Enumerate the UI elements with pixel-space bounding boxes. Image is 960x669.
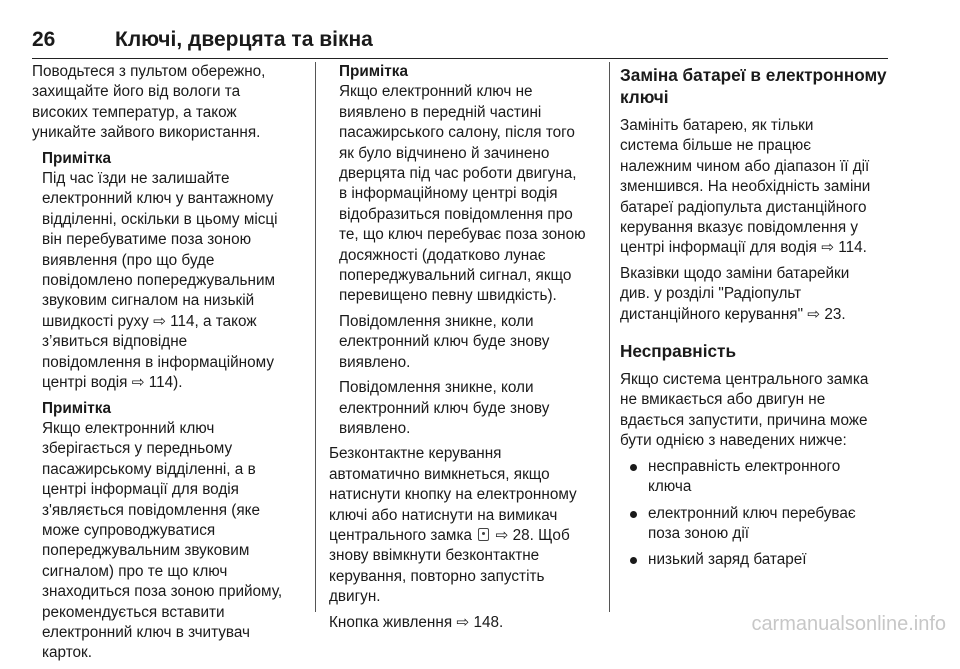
bullet-icon [630, 511, 637, 518]
page-ref-link[interactable]: 23. [824, 305, 846, 323]
paragraph: Повідомлення зникне, коли електронний ключ буде знову виявлено. [339, 312, 550, 371]
list-item: низький заряд батареї [620, 550, 900, 570]
note-1: Примітка Під час їзди не залишайте електронний ключ у вантажному відділенні, оскільки в цьому місці він перебуватиме поза зоною виявлення (про що буде повідомлено попереджувальним звуковим сигналом на низькій швидкості руху ⇨ 114, а також з’явиться відповідне повідомлення в інформаційному центрі водія ⇨ 114). [32, 149, 302, 394]
paragraph: Якщо система центрального замка не вмикається або двигун не вдається запустити, причина може бути однією з наведених нижче: [620, 371, 869, 450]
page-title: Ключі, дверцята та вікна [115, 28, 373, 51]
page-ref-link[interactable]: 114). [148, 374, 183, 392]
intro-paragraph: Поводьтеся з пультом обережно, захищайте його від вологи та високих температур, а також уникайте зайвого використання. [32, 63, 266, 142]
section-heading: Несправність [620, 341, 737, 362]
note-3: Примітка Якщо електронний ключ не виявлено в передній частині пасажирського салону, після того як було відчинено й зачинено дверцята під час роботи двигуна, в інформаційному центрі водія відобразиться повідомлення про те, що ключ перебуває поза зоною досяжності (додатково лунає попереджувальний сигнал, якщо перевищено певну швидкість). [329, 62, 599, 307]
note-2: Примітка Якщо електронний ключ зберігається у передньому пасажирському відділенні, а в центрі інформації для водія з'являється повідомлення (яке може супроводжуватися попереджувальним звуковим сигналом) про те що ключ знаходиться поза зоною прийому, рекомендується вставити електронний ключ в зчитувач карток. [32, 399, 302, 664]
column-2 [329, 62, 599, 638]
ref-arrow-icon: ⇨ [456, 613, 470, 631]
lock-icon [478, 528, 489, 541]
page-number: 26 [32, 28, 56, 51]
column-3 [620, 62, 900, 577]
ref-arrow-icon: ⇨ [807, 305, 821, 323]
bullet-icon [630, 464, 637, 471]
list-item: електронний ключ перебуває поза зоною дії [620, 504, 900, 545]
paragraph: Вказівки щодо заміни батарейки див. у розділі "Радіопульт дистанційного керування" ⇨ 23. [620, 264, 850, 323]
paragraph: Безконтактне керування автоматично вимкнеться, якщо натиснути кнопку на електронному ключі або натиснути на вимикач центрального замка ⇨ 28. Щоб знову ввімкнути безконтактне керування, повторно запустіть двигун. [329, 445, 577, 606]
column-divider [315, 62, 316, 612]
list-item: несправність електронного ключа [620, 457, 900, 498]
bullet-icon [630, 557, 637, 564]
page-header [32, 28, 888, 59]
note-title: Примітка [42, 149, 111, 167]
page-ref-link[interactable]: 148. [473, 613, 504, 631]
ref-arrow-icon: ⇨ [821, 239, 835, 257]
column-divider [609, 62, 610, 612]
note-title: Примітка [339, 63, 408, 80]
ref-arrow-icon: ⇨ [153, 312, 166, 330]
ref-arrow-icon: ⇨ [131, 374, 145, 392]
column-1 [32, 62, 302, 669]
page-ref-link[interactable]: 114. [838, 239, 867, 257]
paragraph: Кнопка живлення ⇨ 148. [329, 613, 504, 631]
page-ref-link[interactable]: 28. Щоб [512, 526, 570, 544]
ref-arrow-icon: ⇨ [495, 526, 509, 544]
watermark: carmanualsonline.info [751, 613, 946, 635]
paragraph: Повідомлення зникне, коли електронний ключ буде знову виявлено. [339, 379, 550, 437]
page-ref-link[interactable]: 114, а також [170, 312, 257, 330]
section-heading: Заміна батареї в електронному ключі [620, 65, 887, 107]
note-title: Примітка [42, 399, 111, 417]
paragraph: Замініть батарею, як тільки система більше не працює належним чином або діапазон її дії зменшився. На необхідність заміни батареї радіопульта дистанційного керування вказує повідомлення у центрі інформації для водія ⇨ 114. [620, 117, 871, 257]
